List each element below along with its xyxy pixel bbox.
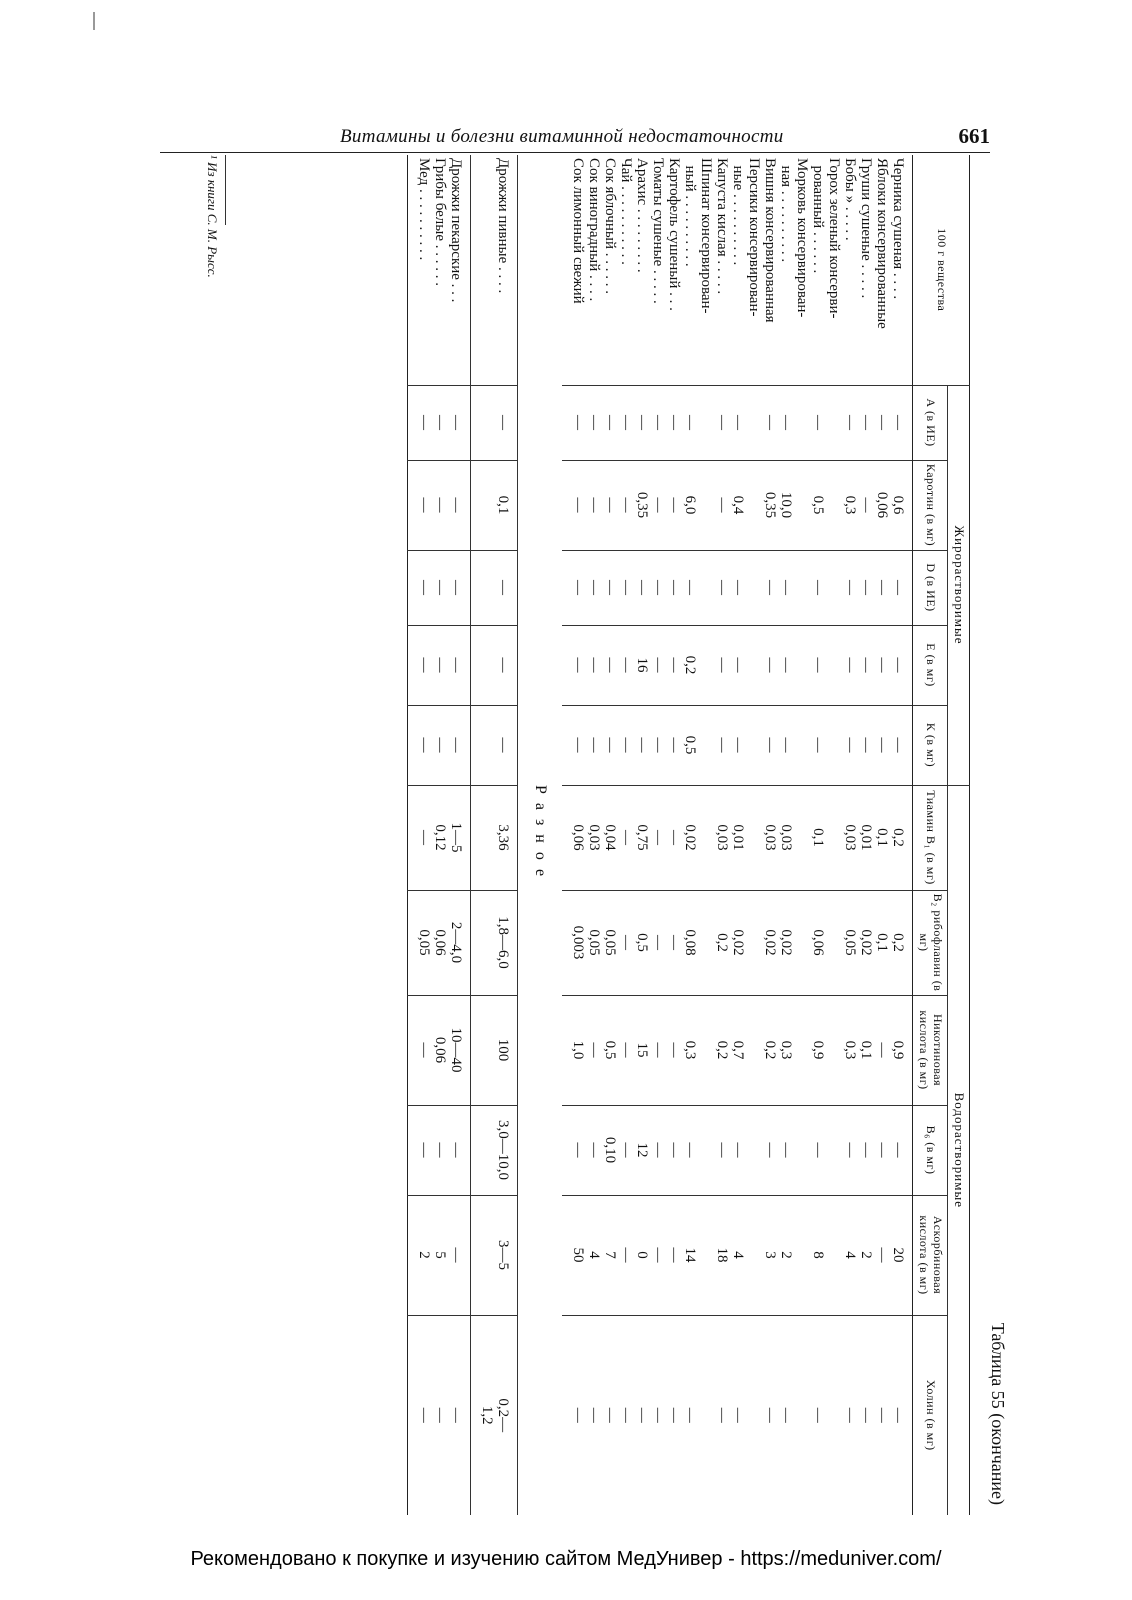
cell-ascorbic: 20 — 2 4 8 2 3 4 18 14 — — 0 — 7 4 50: [562, 1195, 913, 1315]
cell-choline: — — — — — — — — — — — — — — — — —: [562, 1315, 913, 1515]
cell-b2: 1,8—6,0: [471, 890, 518, 995]
footnote-rule: [225, 155, 226, 225]
cell-b6: 3,0—10,0: [471, 1105, 518, 1195]
page-number: 661: [958, 124, 990, 148]
col-header-niacin: Никотиновая кислота (в мг): [913, 995, 948, 1105]
cell-b2: 0,2 0,1 0,02 0,05 0,06 0,02 0,02 0,02 0,2 0,08 — — 0,5 — 0,05 0,05 0,003: [562, 890, 913, 995]
scan-mark: [93, 12, 95, 30]
cell-niacin: 0,9 — 0,1 0,3 0,9 0,3 0,2 0,7 0,2 0,3 — — 15 — 0,5 — 1,0: [562, 995, 913, 1105]
cell-carotene: — — —: [408, 460, 471, 550]
cell-b6: — — —: [408, 1105, 471, 1195]
col-header-choline: Холин (в мг): [913, 1315, 948, 1515]
group-header-fat-soluble: Жирорастворимые: [948, 385, 970, 785]
table-row-yeast: [471, 155, 518, 1515]
col-header-a: А (в ИЕ): [913, 385, 948, 460]
rotated-table-block: [190, 155, 1010, 1515]
cell-b2: 2—4,0 0,06 0,05: [408, 890, 471, 995]
cell-names: Дрожжи пекарские . . . Грибы белые . . . . . . Мед . . . . . . . . . .: [408, 155, 471, 385]
cell-carotene: 0,1: [471, 460, 518, 550]
cell-e: — — —: [408, 625, 471, 705]
section-title: Разное: [532, 784, 550, 886]
cell-choline: 0,2— 1,2: [471, 1315, 518, 1515]
cell-names: Черника сушеная . . . . Яблоки консервированные Груши сушеные . . . . . Бобы » . . . . . Горох зеленый консерви- рованный . . . . . . Морковь консервирован- ная . . . . . . . . . . Вишня консервированная Персики консервирован- ные . . . . . . . . . . Капуста кислая . . . . . Шпинат консервирован- ный . . . . . . . . . . Картофель сушеный . . . Томаты сушеные . . . . . Арахис . . . . . . . . . Чай . . . . . . . . . . . Сок яблочный . . . . . . Сок виноградный . . . . Сок лимонный свежий: [562, 155, 913, 385]
col-header-d: D (в ИЕ): [913, 550, 948, 625]
header-rule: [160, 152, 990, 153]
page-header: [160, 118, 990, 158]
col-header-e: Е (в мг): [913, 625, 948, 705]
table-row-group-misc: [408, 155, 471, 1515]
cell-b6: — — — — — — — — — — — — 12 — 0,10 — —: [562, 1105, 913, 1195]
col-header-substance: 100 г вещества: [935, 228, 950, 312]
col-header-carotene: Каротин (в мг): [913, 460, 948, 550]
section-row-misc: [518, 155, 563, 1515]
cell-b1: 0,2 0,1 0,01 0,03 0,1 0,03 0,03 0,01 0,03 0,02 — — 0,75 — 0,04 0,03 0,06: [562, 785, 913, 890]
col-header-b2: B₂ рибофлавин (в мг): [913, 890, 948, 995]
footnote-text: ¹ Из книги С. М. Рысс.: [205, 155, 220, 278]
running-title: Витамины и болезни витаминной недостаточности: [340, 126, 784, 147]
cell-choline: — — —: [408, 1315, 471, 1515]
cell-ascorbic: 3—5: [471, 1195, 518, 1315]
col-header-b6: B₆ (в мг): [913, 1105, 948, 1195]
cell-e: —: [471, 625, 518, 705]
cell-d: — — — — — — — — — — — — — — — — —: [562, 550, 913, 625]
cell-d: —: [471, 550, 518, 625]
cell-k: —: [471, 705, 518, 785]
cell-d: — — —: [408, 550, 471, 625]
cell-b1: 1—5 0,12 —: [408, 785, 471, 890]
cell-k: — — — — — — — — — 0,5 — — — — — — —: [562, 705, 913, 785]
cell-carotene: 0,6 0,06 — 0,3 0,5 10,0 0,35 0,4 — 6,0 — — 0,35 — — — —: [562, 460, 913, 550]
cell-niacin: 10—40 0,06 —: [408, 995, 471, 1105]
cell-ascorbic: — 5 2: [408, 1195, 471, 1315]
watermark-text: Рекомендовано к покупке и изучению сайтом МедУнивер - https://meduniver.com/: [190, 1548, 942, 1570]
col-header-ascorbic: Аскорбиновая кислота (в мг): [913, 1195, 948, 1315]
cell-e: — — — — — — — — — 0,2 — — 16 — — — —: [562, 625, 913, 705]
table-row-group-preserves: [562, 155, 913, 1515]
table-caption: Таблица 55 (окончание): [988, 1322, 1008, 1505]
cell-a: — — —: [408, 385, 471, 460]
col-header-k: К (в мг): [913, 705, 948, 785]
vitamin-table: [407, 155, 970, 1515]
cell-b1: 3,36: [471, 785, 518, 890]
cell-a: —: [471, 385, 518, 460]
group-header-water-soluble: Водорастворимые: [948, 785, 970, 1515]
cell-a: — — — — — — — — — — — — — — — — —: [562, 385, 913, 460]
cell-niacin: 100: [471, 995, 518, 1105]
footnote: [204, 155, 220, 278]
cell-names: Дрожжи пивные . . . .: [471, 155, 518, 385]
col-header-b1: Тиамин B₁ (в мг): [913, 785, 948, 890]
cell-k: — — —: [408, 705, 471, 785]
